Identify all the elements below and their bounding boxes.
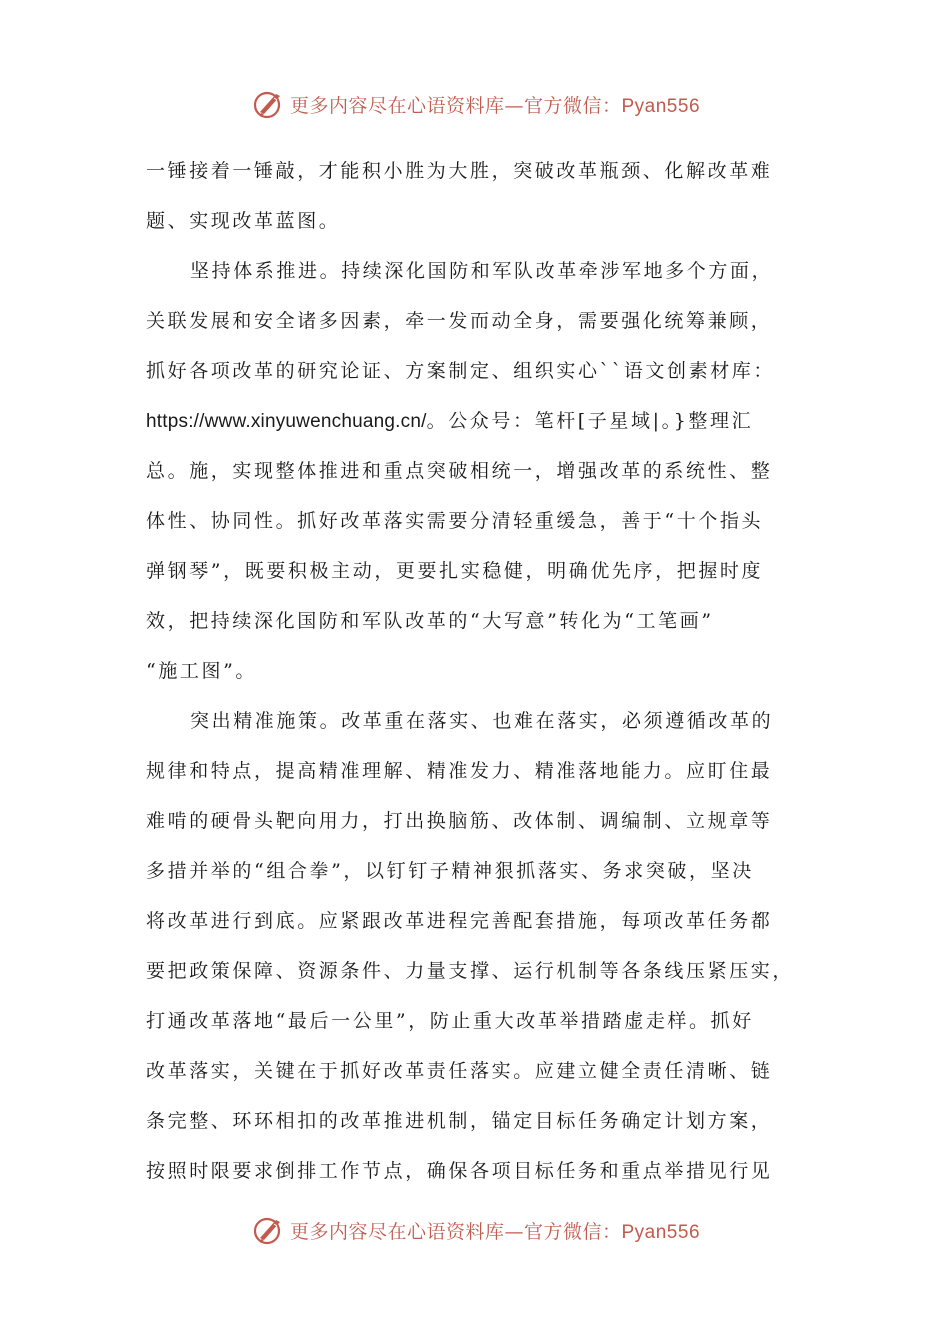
url-line-suffix: 。公众号：笔杆[子星域|。}整理汇 xyxy=(426,410,754,432)
banner-handle: Pyan556 xyxy=(621,1221,701,1243)
text-line: 难啃的硬骨头靶向用力，打出换脑筋、改体制、调编制、立规章等 xyxy=(146,810,773,832)
text-line: 要把政策保障、资源条件、力量支撑、运行机制等各条线压紧压实， xyxy=(146,960,795,982)
pen-nib-circle-icon xyxy=(250,1212,286,1248)
banner-text: 更多内容尽在心语资料库—官方微信：Pyan556 xyxy=(289,94,701,117)
text-line: 题、实现改革蓝图。 xyxy=(146,210,341,232)
text-line: 效，把持续深化国防和军队改革的“大写意”转化为“工笔画” xyxy=(146,610,714,632)
banner-text: 更多内容尽在心语资料库—官方微信：Pyan556 xyxy=(289,1220,701,1243)
text-line: 一锤接着一锤敲，才能积小胜为大胜，突破改革瓶颈、化解改革难 xyxy=(146,160,773,182)
text-line-with-url xyxy=(146,396,812,446)
text-line: 抓好各项改革的研究论证、方案制定、组织实心``语文创素材库： xyxy=(146,360,776,382)
header-banner xyxy=(0,82,950,126)
document-body xyxy=(146,146,812,1196)
text-line: 条完整、环环相扣的改革推进机制，锚定目标任务确定计划方案， xyxy=(146,1110,773,1132)
paragraph-start-line: 突出精准施策。改革重在落实、也难在落实，必须遵循改革的 xyxy=(190,710,774,732)
text-line: 改革落实，关键在于抓好改革责任落实。应建立健全责任清晰、链 xyxy=(146,1060,773,1082)
text-line: 规律和特点，提高精准理解、精准发力、精准落地能力。应盯住最 xyxy=(146,760,773,782)
source-url[interactable]: https://www.xinyuwenchuang.cn/ xyxy=(146,411,427,432)
text-line: 弹钢琴”，既要积极主动，更要扎实稳健，明确优先序，把握时度 xyxy=(146,560,764,582)
paragraph-start-line: 坚持体系推进。持续深化国防和军队改革牵涉军地多个方面， xyxy=(190,260,774,282)
text-line: 将改革进行到底。应紧跟改革进程完善配套措施，每项改革任务都 xyxy=(146,910,773,932)
text-line: 多措并举的“组合拳”，以钉钉子精神狠抓落实、务求突破，坚决 xyxy=(146,860,754,882)
pen-nib-circle-icon xyxy=(250,86,286,122)
text-line: “施工图”。 xyxy=(146,660,258,682)
text-line: 打通改革落地“最后一公里”，防止重大改革举措踏虚走样。抓好 xyxy=(146,1010,754,1032)
text-line: 按照时限要求倒排工作节点，确保各项目标任务和重点举措见行见 xyxy=(146,1160,773,1182)
text-line: 总。施，实现整体推进和重点突破相统一，增强改革的系统性、整 xyxy=(146,460,773,482)
text-line: 关联发展和安全诸多因素，牵一发而动全身，需要强化统筹兼顾， xyxy=(146,310,773,332)
footer-banner xyxy=(0,1208,950,1252)
banner-handle: Pyan556 xyxy=(621,95,701,117)
text-line: 体性、协同性。抓好改革落实需要分清轻重缓急，善于“十个指头 xyxy=(146,510,764,532)
